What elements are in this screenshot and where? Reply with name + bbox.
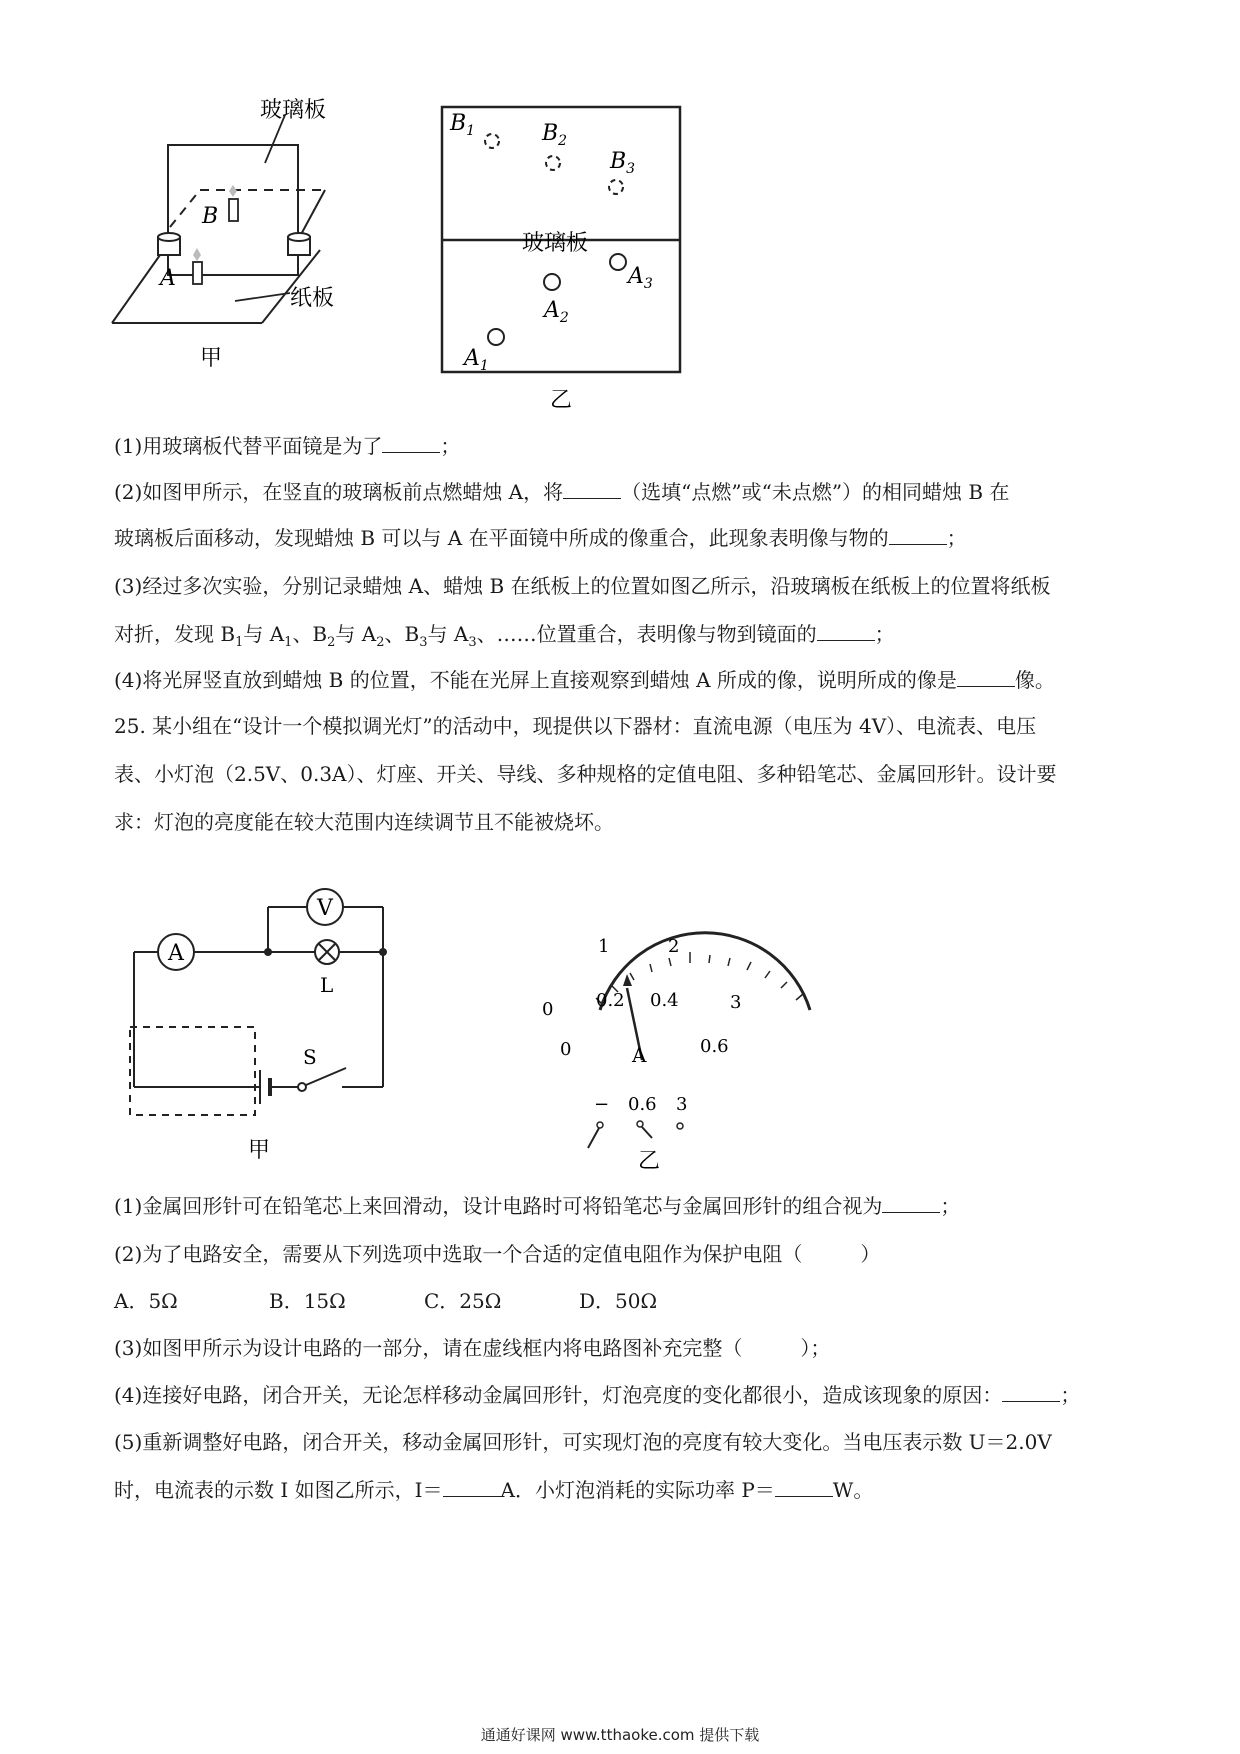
scale-top-0: 0 bbox=[542, 999, 554, 1020]
caption-circuit-jia: 甲 bbox=[248, 1138, 271, 1163]
q25-2: (2)为了电路安全，需要从下列选项中选取一个合适的定值电阻作为保护电阻（ ） bbox=[114, 1242, 881, 1266]
figure-jia-candle-setup bbox=[110, 95, 400, 415]
q25-4: (4)连接好电路，闭合开关，无论怎样移动金属回形针，灯泡亮度的变化都很小，造成该现象的原因： ； bbox=[114, 1383, 1081, 1407]
caption-jia: 甲 bbox=[200, 346, 223, 371]
option-c[interactable]: C．25Ω bbox=[424, 1289, 502, 1313]
figure-yi-positions bbox=[440, 95, 700, 415]
candle-b-label: B bbox=[202, 204, 219, 229]
label-a1: $A_1$ bbox=[464, 346, 489, 374]
answer-blank[interactable] bbox=[382, 434, 440, 453]
scale-top-3: 3 bbox=[730, 992, 742, 1013]
q25-1: (1)金属回形针可在铅笔芯上来回滑动，设计电路时可将铅笔芯与金属回形针的组合视为 ； bbox=[114, 1194, 961, 1218]
label-b2: $B_2$ bbox=[542, 121, 568, 149]
scale-bottom-1: 0.2 bbox=[596, 990, 625, 1011]
answer-blank[interactable] bbox=[817, 622, 875, 641]
answer-blank[interactable] bbox=[957, 668, 1015, 687]
answer-blank[interactable] bbox=[882, 1194, 940, 1213]
figure-circuit-jia bbox=[120, 872, 420, 1172]
scale-bottom-3: 0.6 bbox=[700, 1036, 729, 1057]
label-b1: $B_1$ bbox=[450, 111, 476, 139]
option-d[interactable]: D．50Ω bbox=[579, 1289, 658, 1313]
q24-4: (4)将光屏竖直放到蜡烛 B 的位置，不能在光屏上直接观察到蜡烛 A 所成的像，说明所成的像是 像。 bbox=[114, 668, 1055, 692]
scale-top-2: 2 bbox=[668, 936, 680, 957]
q25-intro-1: 25. 某小组在“设计一个模拟调光灯”的活动中，现提供以下器材：直流电源（电压为 4V）、电流表、电压 bbox=[114, 714, 1037, 738]
caption-yi: 乙 bbox=[550, 388, 573, 413]
scale-bottom-0: 0 bbox=[560, 1039, 572, 1060]
glass-line-label: 玻璃板 bbox=[522, 231, 589, 256]
q25-3: (3)如图甲所示为设计电路的一部分，请在虚线框内将电路图补充完整（ ）； bbox=[114, 1336, 831, 1360]
answer-blank[interactable] bbox=[443, 1478, 501, 1497]
answer-blank[interactable] bbox=[775, 1478, 833, 1497]
scale-top-1: 1 bbox=[598, 936, 610, 957]
q24-2-line2: 玻璃板后面移动，发现蜡烛 B 可以与 A 在平面镜中所成的像重合，此现象表明像与物的 ； bbox=[114, 526, 967, 550]
label-a2: $A_2$ bbox=[544, 298, 569, 326]
label-b3: $B_3$ bbox=[610, 149, 636, 177]
figure-ammeter-yi bbox=[542, 930, 830, 1180]
switch-label: S bbox=[303, 1045, 317, 1069]
answer-blank[interactable] bbox=[563, 480, 621, 499]
terminal-3: 3 bbox=[676, 1094, 688, 1115]
candle-a-label: A bbox=[160, 266, 176, 291]
q25-options bbox=[114, 1287, 734, 1315]
q25-5-line1: (5)重新调整好电路，闭合开关，移动金属回形针，可实现灯泡的亮度有较大变化。当电压表示数 U＝2.0V bbox=[114, 1430, 1052, 1454]
paper-label: 纸板 bbox=[290, 286, 335, 311]
q24-2-line1: (2)如图甲所示，在竖直的玻璃板前点燃蜡烛 A，将 （选填“点燃”或“未点燃”）的相同蜡烛 B 在 bbox=[114, 480, 1010, 504]
dashed-box[interactable] bbox=[130, 1027, 255, 1115]
q25-5-line2: 时，电流表的示数 I 如图乙所示，I＝ A．小灯泡消耗的实际功率 P＝ W。 bbox=[114, 1478, 874, 1502]
answer-blank[interactable] bbox=[889, 526, 947, 545]
terminal-0-6: 0.6 bbox=[628, 1094, 657, 1115]
q25-intro-2: 表、小灯泡（2.5V、0.3A）、灯座、开关、导线、多种规格的定值电阻、多种铅笔芯、金属回形针。设计要 bbox=[114, 762, 1057, 786]
q24-3-line1: (3)经过多次实验，分别记录蜡烛 A、蜡烛 B 在纸板上的位置如图乙所示，沿玻璃板在纸板上的位置将纸板 bbox=[114, 574, 1051, 598]
caption-meter-yi: 乙 bbox=[638, 1149, 661, 1174]
glass-label: 玻璃板 bbox=[260, 98, 327, 123]
option-a[interactable]: A．5Ω bbox=[114, 1289, 178, 1313]
footer-watermark: 通通好课网 www.tthaoke.com 提供下载 bbox=[480, 1726, 760, 1744]
meter-letter: A bbox=[632, 1043, 647, 1067]
scale-bottom-2: 0.4 bbox=[650, 990, 679, 1011]
voltmeter-symbol: V bbox=[317, 896, 333, 921]
q25-intro-3: 求：灯泡的亮度能在较大范围内连续调节且不能被烧坏。 bbox=[114, 810, 614, 834]
q24-1: (1)用玻璃板代替平面镜是为了 ； bbox=[114, 434, 461, 458]
ammeter-symbol: A bbox=[168, 941, 184, 966]
lamp-label: L bbox=[320, 973, 334, 997]
option-b[interactable]: B．15Ω bbox=[269, 1289, 346, 1313]
q24-3-line2: 对折，发现 $B_1$与 $A_1$、$B_2$与 $A_2$、$B_3$与 $A_3$、……位置重合，表明像与物到镜面的 ； bbox=[114, 622, 895, 650]
terminal-minus: − bbox=[594, 1094, 610, 1115]
label-a3: $A_3$ bbox=[628, 264, 653, 292]
answer-blank[interactable] bbox=[1002, 1383, 1060, 1402]
